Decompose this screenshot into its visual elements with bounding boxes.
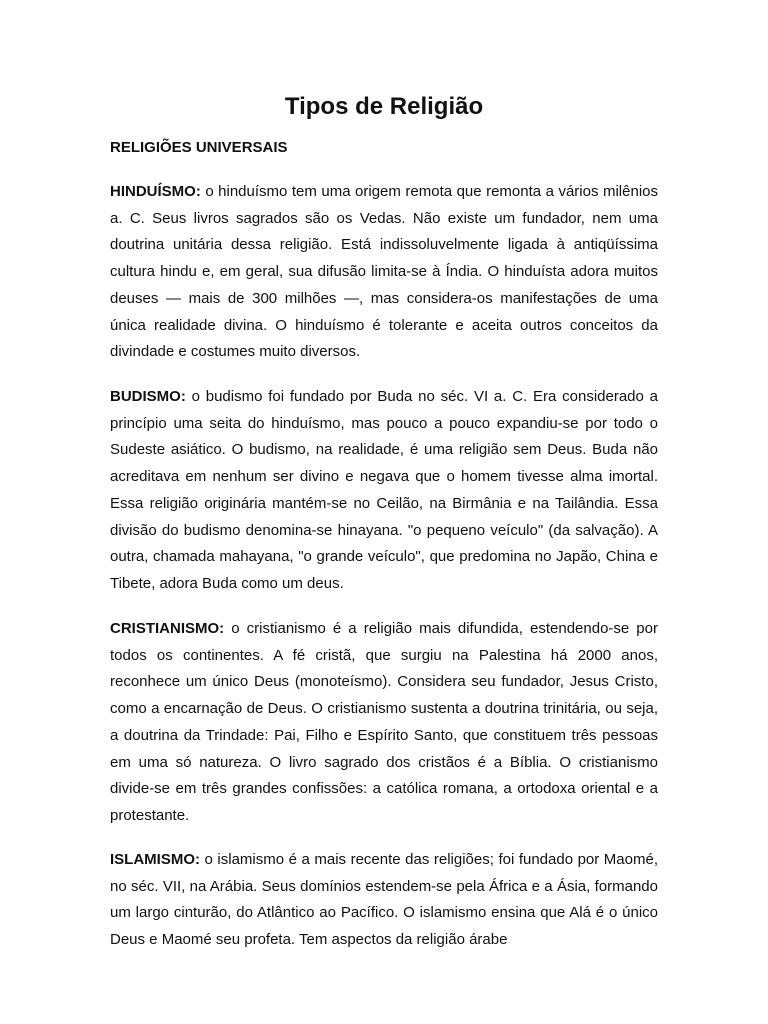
paragraph-text: o budismo foi fundado por Buda no séc. VI a. C. Era considerado a princípio uma seita do hinduísmo, mas pouco a pouco expandiu-se por todo o Sudeste asiático. O budismo, na realidade, é uma religião sem Deus. Buda não acreditava em nenhum ser divino e negava que o homem tivesse alma imortal. Essa religião originária mantém-se no Ceilão, na Birmânia e na Tailândia. Essa divisão do budismo denomina-se hinayana. "o pequeno veículo" (da salvação). A outra, chamada mahayana, "o grande veículo", que predomina no Japão, China e Tibete, adora Buda como um deus.: [110, 388, 658, 592]
paragraph-term: CRISTIANISMO:: [110, 620, 225, 637]
paragraph-text: o cristianismo é a religião mais difundida, estendendo-se por todos os continentes. A fé cristã, que surgiu na Palestina há 2000 anos, reconhece um único Deus (monoteísmo). Considera seu fundador, Jesus Cristo, como a encarnação de Deus. O cristianismo sustenta a doutrina trinitária, ou seja, a doutrina da Trindade: Pai, Filho e Espírito Santo, que constituem três pessoas em uma só natureza. O livro sagrado dos cristãos é a Bíblia. O cristianismo divide-se em três grandes confissões: a católica romana, a ortodoxa oriental e a protestante.: [110, 620, 658, 824]
paragraph-text: o hinduísmo tem uma origem remota que remonta a vários milênios a. C. Seus livros sagrados são os Vedas. Não existe um fundador, nem uma doutrina unitária dessa religião. Está indissoluvelmente ligada à antiqüíssima cultura hindu e, em geral, sua difusão limita-se à Índia. O hinduísta adora muitos deuses — mais de 300 milhões —, mas considera-os manifestações de uma única realidade divina. O hinduísmo é tolerante e aceita outros conceitos da divindade e costumes muito diversos.: [110, 183, 658, 361]
paragraph-term: HINDUÍSMO:: [110, 183, 201, 200]
paragraph-budismo: [110, 384, 658, 598]
paragraph-text: o islamismo é a mais recente das religiões; foi fundado por Maomé, no séc. VII, na Arábia. Seus domínios estendem-se pela África e a Ásia, formando um largo cinturão, do Atlântico ao Pacífico. O islamismo ensina que Alá é o único Deus e Maomé seu profeta. Tem aspectos da religião árabe: [110, 851, 658, 949]
paragraph-islamismo: [110, 847, 658, 954]
page-title: Tipos de Religião: [284, 93, 484, 120]
paragraph-hinduismo: [110, 179, 658, 366]
section-heading: RELIGIÕES UNIVERSAIS: [110, 139, 288, 156]
paragraph-term: BUDISMO:: [110, 388, 186, 405]
paragraph-term: ISLAMISMO:: [110, 851, 200, 868]
paragraph-cristianismo: [110, 616, 658, 830]
